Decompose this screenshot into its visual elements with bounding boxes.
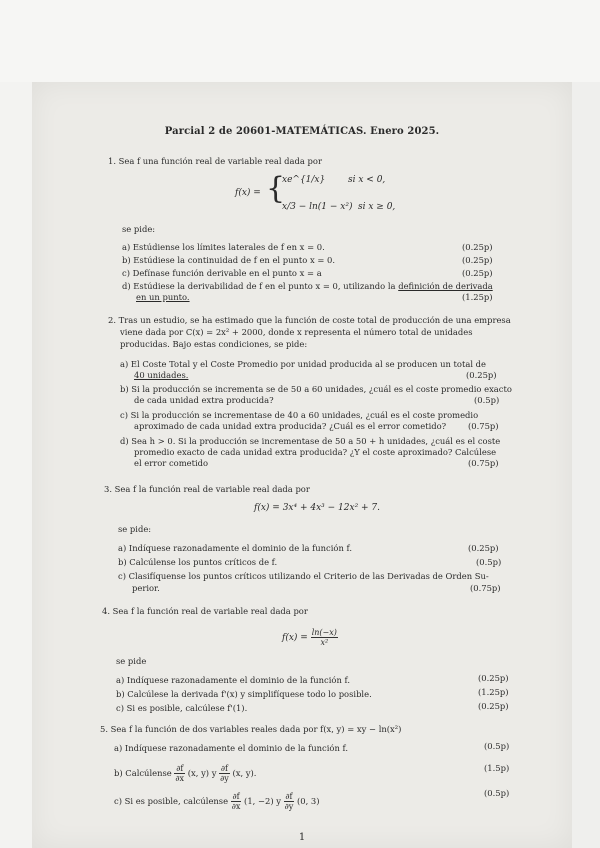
- background-top: [0, 0, 600, 82]
- q1-case1-expr: xe^{1/x}: [282, 175, 326, 185]
- q5-item-c-mid: (1, −2) y: [244, 796, 281, 806]
- q3-item-b: b) Calcúlense los puntos críticos de f.: [118, 557, 278, 567]
- q2-item-b-l1: b) Si la producción se incrementa se de 50 a 60 unidades, ¿cuál es el coste promedio exacto: [120, 384, 512, 394]
- q4-formula: [282, 628, 338, 647]
- q3-intro: 3. Sea f la función real de variable real dada por: [104, 484, 310, 494]
- q2-intro-line2: viene dada por C(x) = 2x² + 2000, donde x representa el número total de unidades: [120, 327, 473, 337]
- q3-se-pide: se pide:: [118, 524, 152, 534]
- q1-item-d-text: d) Estúdiese la derivabilidad de f en el punto x = 0, utilizando la: [122, 281, 396, 291]
- q5-item-c-end: (0, 3): [296, 796, 320, 806]
- q3-formula: f(x) = 3x⁴ + 4x³ − 12x² + 7.: [254, 503, 381, 513]
- q4-item-a-points: (0.25p): [478, 673, 509, 683]
- q3-item-a: a) Indíquese razonadamente el dominio de la función f.: [118, 543, 352, 553]
- q3-item-c-l2: perior.: [132, 583, 160, 593]
- q4-item-b-points: (1.25p): [478, 687, 509, 697]
- q1-item-b: b) Estúdiese la continuidad de f en el punto x = 0.: [122, 255, 336, 265]
- q5-item-c-points: (0.5p): [484, 788, 510, 798]
- q1-se-pide: se pide:: [122, 224, 156, 234]
- q1-item-d-cont: en un punto.: [136, 292, 190, 302]
- q5-item-b-end: (x, y).: [232, 768, 257, 778]
- q1-item-d-underline: definición de derivada: [398, 281, 493, 291]
- q5-b-dy: ∂y: [220, 774, 229, 783]
- q5-b-dx: ∂x: [175, 774, 185, 783]
- q4-intro: 4. Sea f la función real de variable real dada por: [102, 606, 308, 616]
- q2-item-c-l2: aproximado de cada unidad extra producida? ¿Cuál es el error cometido?: [134, 421, 447, 431]
- background-right: [572, 82, 600, 848]
- q1-item-c-points: (0.25p): [462, 268, 493, 278]
- q2-intro-line3: producidas. Bajo estas condiciones, se pide:: [120, 339, 308, 349]
- q2-item-d-l2: promedio exacto de cada unidad extra producida? ¿Y el coste aproximado? Calcúlese: [134, 447, 497, 457]
- q2-item-b-l2: de cada unidad extra producida?: [134, 395, 274, 405]
- q4-item-c: c) Si es posible, calcúlese f'(1).: [116, 703, 248, 713]
- q4-item-a: a) Indíquese razonadamente el dominio de la función f.: [116, 675, 350, 685]
- q2-item-c-l1: c) Si la producción se incrementase de 40 a 60 unidades, ¿cuál es el coste promedio: [120, 410, 479, 420]
- q4-item-c-points: (0.25p): [478, 701, 509, 711]
- q4-item-b: b) Calcúlese la derivada f'(x) y simplifíquese todo lo posible.: [116, 689, 372, 699]
- q5-item-c: [114, 792, 320, 811]
- q4-fraction-num: ln(−x): [311, 628, 337, 637]
- q5-item-b-points: (1.5p): [484, 763, 510, 773]
- q5-c-partial-x: [231, 792, 242, 811]
- page-number: 1: [298, 832, 306, 843]
- q5-intro: 5. Sea f la función de dos variables reales dada por f(x, y) = xy − ln(x²): [100, 724, 402, 734]
- q1-brace: {: [266, 171, 286, 206]
- q3-item-c-l1: c) Clasifíquense los puntos críticos utilizando el Criterio de las Derivadas de Orden Su-: [118, 571, 489, 581]
- q1-case2-expr: x/3 − ln(1 − x²): [282, 202, 353, 212]
- q1-item-a-points: (0.25p): [462, 242, 493, 252]
- q2-item-d-l3: el error cometido: [134, 458, 209, 468]
- q5-b-df-y: ∂f: [220, 764, 229, 773]
- q2-item-c-points: (0.75p): [468, 421, 499, 431]
- q4-fraction-den: x²: [320, 638, 329, 647]
- q4-se-pide: se pide: [116, 656, 147, 666]
- q1-item-a: a) Estúdiense los límites laterales de f en x = 0.: [122, 242, 325, 252]
- q2-item-d-points: (0.75p): [468, 458, 499, 468]
- q1-item-b-points: (0.25p): [462, 255, 493, 265]
- background-left: [0, 82, 32, 848]
- q2-intro-line1: 2. Tras un estudio, se ha estimado que la función de coste total de producción de una empresa: [108, 315, 511, 325]
- q3-item-b-points: (0.5p): [476, 557, 502, 567]
- q2-item-b-points: (0.5p): [474, 395, 500, 405]
- q3-item-c-points: (0.75p): [470, 583, 501, 593]
- q5-c-dx: ∂x: [231, 802, 241, 811]
- q5-item-c-text: c) Si es posible, calcúlense: [114, 796, 229, 806]
- q5-c-partial-y: [284, 792, 295, 811]
- q5-c-df-y: ∂f: [285, 792, 293, 801]
- q2-item-d-l1: d) Sea h > 0. Si la producción se incrementase de 50 a 50 + h unidades, ¿cuál es el coste: [120, 436, 501, 446]
- q1-item-d: [122, 281, 493, 292]
- q1-intro: 1. Sea f una función real de variable real dada por: [108, 156, 322, 166]
- exam-title: Parcial 2 de 20601-MATEMÁTICAS. Enero 2025.: [164, 126, 440, 137]
- q5-c-df-x: ∂f: [232, 792, 240, 801]
- q2-item-a-l2: 40 unidades.: [134, 370, 189, 380]
- q1-case2-cond: si x ≥ 0,: [358, 202, 396, 212]
- q5-item-a: a) Indíquese razonadamente el dominio de la función f.: [114, 743, 348, 753]
- q5-item-b: [114, 764, 256, 783]
- q1-item-d-points: (1.25p): [462, 292, 493, 302]
- q5-b-partial-y: [219, 764, 230, 783]
- q5-item-a-points: (0.5p): [484, 741, 510, 751]
- q5-item-b-text: b) Calcúlense: [114, 768, 172, 778]
- q2-item-a-l1: a) El Coste Total y el Coste Promedio por unidad producida al se producen un total de: [120, 359, 486, 369]
- q5-c-dy: ∂y: [284, 802, 294, 811]
- q1-fx-label: f(x) =: [235, 188, 261, 198]
- exam-sheet: [32, 82, 572, 848]
- q5-b-df-x: ∂f: [176, 764, 184, 773]
- q1-case1-cond: si x < 0,: [348, 175, 386, 185]
- q5-item-b-mid: (x, y) y: [187, 768, 217, 778]
- q4-fraction: [311, 628, 338, 647]
- q5-b-partial-x: [174, 764, 185, 783]
- q3-item-a-points: (0.25p): [468, 543, 499, 553]
- q2-item-a-points: (0.25p): [466, 370, 497, 380]
- q1-item-c: c) Defínase función derivable en el punto x = a: [122, 268, 322, 278]
- q4-formula-lhs: f(x) =: [282, 633, 308, 643]
